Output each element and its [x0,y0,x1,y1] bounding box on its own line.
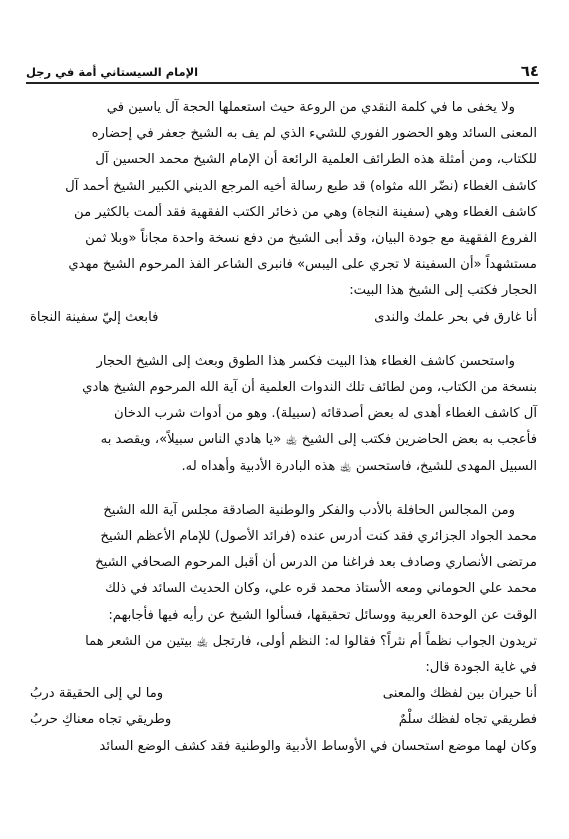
body-text [30,95,537,760]
paragraph-line: فأعجب به بعض الحاضرين فكتب إلى الشيخ ﵀ «يا هادي الناس سبيلاً»، ويقصد به [100,432,537,448]
verse-hemistich-second: وطريقي تجاه معناكِ حربُ [30,712,172,728]
paragraph-line: مرتضى الأنصاري وصادف بعد فراغنا من الدرس أن أقبل المرحوم الصحافي الشيخ [95,555,537,571]
verse-line [30,305,537,331]
running-title: الإمام السيستاني أمة في رجل [26,65,199,79]
paragraph-line: كاشف الغطاء وهي (سفينة النجاة) وهي من ذخائر الكتب الفقهية فقد ألمت بالكثير من [74,204,537,220]
paragraph-line: الوقت عن الوحدة العربية ووسائل تحقيقها، فسألوا الشيخ عن رأيه فيها فأجابهم: [108,607,537,623]
paragraph-line: ومن المجالس الحافلة بالأدب والفكر والوطنية الصادقة مجلس آية الله الشيخ [103,502,515,518]
paragraph-line: وكان لهما موضع استحسان في الأوساط الأدبية والوطنية فقد كشف الوضع السائد [99,738,537,754]
paragraph-line: بنسخة من الكتاب، ومن لطائف تلك الندوات العلمية أن آية الله المرحوم الشيخ هادي [82,380,537,396]
paragraph-line: تريدون الجواب نظماً أم نثراً؟ فقالوا له: النظم أولى، فارتجل ﵀ بيتين من الشعر هما [85,633,537,649]
paragraph-line: المعنى السائد وهو الحضور الفوري للشيء الذي لم يف به الشيخ جعفر في إحضاره [91,126,537,142]
verse-line [30,681,537,707]
paragraph-line: مستشهداً «أن السفينة لا تجري على اليبس» فانبرى الشاعر الفذ المرحوم الشيخ مهدي [68,257,537,273]
paragraph-line: محمد علي الحوماني ومعه الأستاذ محمد قره علي، وكان الحديث السائد في ذلك [105,581,537,597]
paragraph-line: السبيل المهدى للشيخ، فاستحسن ﵀ هذه البادرة الأدبية وأهداه له. [181,458,537,474]
paragraph-line: للكتاب، ومن أمثلة هذه الطرائف العلمية الرائعة أن الإمام الشيخ محمد الحسين آل [95,152,537,168]
paragraph-line: واستحسن كاشف الغطاء هذا البيت فكسر هذا الطوق وبعث إلى الشيخ الحجار [96,353,515,369]
verse-hemistich-first: فطريقي تجاه لفظك سلْمٌ [398,712,537,728]
paragraph-line: كاشف الغطاء (نضّر الله مثواه) قد طبع رسالة أخيه المرجع الديني الكبير الشيخ أحمد آل [65,178,537,194]
paragraph-line: في غاية الجودة قال: [425,660,537,676]
paragraph-line: الحجار فكتب إلى الشيخ هذا البيت: [349,283,537,299]
paragraph-line: محمد الجواد الجزائري فقد كنت أدرس عنده (فرائد الأصول) للإمام الأعظم الشيخ [100,529,537,545]
verse-hemistich-first: أنا حيران بين لفظك والمعنى [382,686,537,702]
paragraph-gap [30,480,537,498]
verse-line [30,707,537,733]
page-header [26,58,539,84]
verse-hemistich-second: فابعث إليّ سفينة النجاة [30,309,159,325]
paragraph-line: آل كاشف الغطاء أهدى له بعض أصدقائه (سبيلة). وهو من أدوات شرب الدخان [114,406,537,422]
paragraph-line: ولا يخفى ما في كلمة النقدي من الروعة حيث استعملها الحجة آل ياسين في [106,100,515,115]
paragraph-gap [30,331,537,349]
paragraph-line: الفروع الفقهية مع جودة البيان، وقد أبى الشيخ من دفع نسخة واحدة مجاناً «وبلا ثمن [85,231,537,247]
page-number: ٦٤ [520,62,539,80]
verse-hemistich-first: أنا غارق في بحر علمك والندى [374,309,537,325]
verse-hemistich-second: وما لي إلى الحقيقة دربُ [30,686,164,702]
